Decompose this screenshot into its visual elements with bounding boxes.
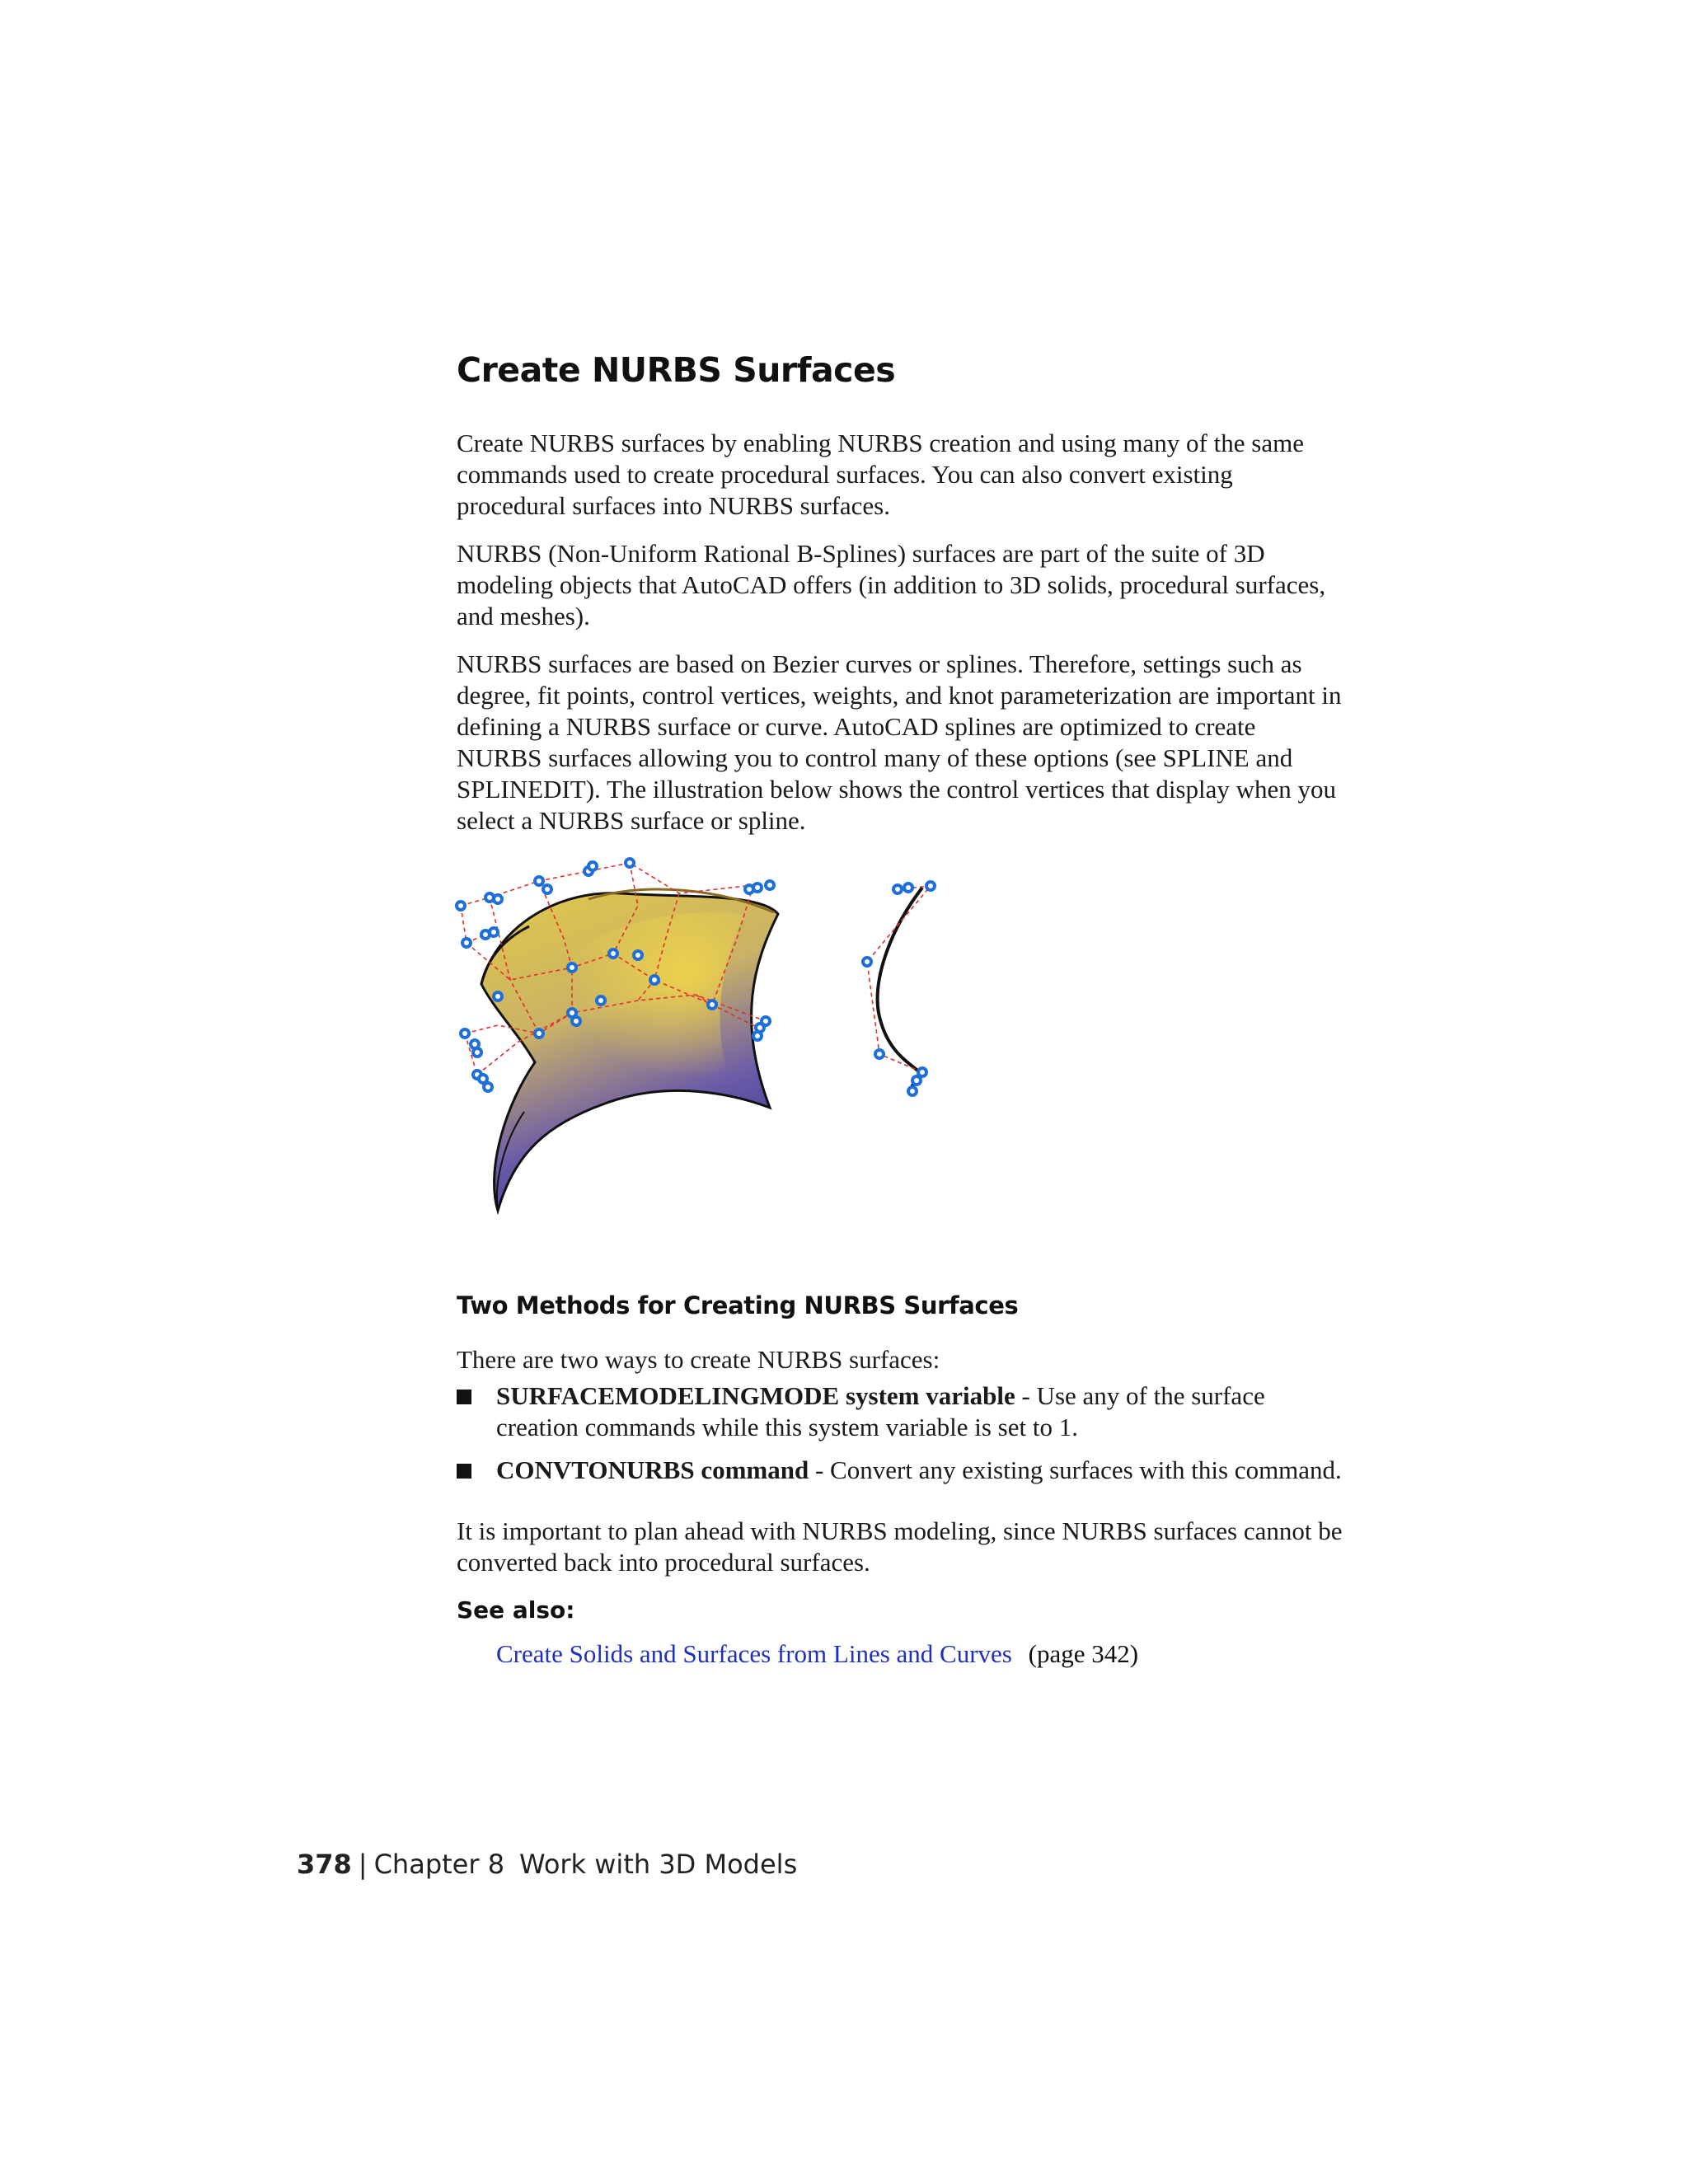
footer-chapter: Chapter 8 (373, 1849, 505, 1880)
list-item (457, 1380, 1347, 1443)
square-bullet-icon (457, 1390, 471, 1404)
page-title: Create NURBS Surfaces (457, 350, 896, 390)
paragraph-closing: It is important to plan ahead with NURBS modeling, since NURBS surfaces cannot be converted back into procedural surfaces. (457, 1516, 1343, 1577)
square-bullet-icon (457, 1464, 471, 1479)
footer-chapter-title: Work with 3D Models (519, 1849, 798, 1880)
method-description: - Convert any existing surfaces with this command. (809, 1455, 1342, 1484)
method-term: CONVTONURBS command (496, 1455, 809, 1484)
methods-list (457, 1380, 1347, 1486)
nurbs-surface (481, 889, 778, 1211)
list-item (457, 1455, 1347, 1486)
spline-control-vertices (863, 882, 935, 1095)
paragraph-nurbs-settings: NURBS surfaces are based on Bezier curves or splines. Therefore, settings such as degree, fit points, control vertices, weights, and knot parameterization are important in defining a NURBS surface or curve. AutoCAD splines are optimized to create NURBS surfaces allowing you to control many of these options (see SPLINE and SPLINEDIT). The illustration below shows the control vertices that display when you select a NURBS surface or spline. (457, 649, 1342, 835)
see-also-link[interactable]: Create Solids and Surfaces from Lines and Curves (496, 1639, 1012, 1668)
see-also-page-ref: (page 342) (1028, 1639, 1139, 1668)
methods-heading: Two Methods for Creating NURBS Surfaces (457, 1291, 1019, 1319)
see-also-label: See also: (457, 1596, 575, 1624)
page-number: 378 (297, 1849, 352, 1880)
method-description: - Use any of the surface creation commands while this system variable is set to 1. (496, 1381, 1265, 1441)
page-footer (297, 1849, 797, 1880)
main-content (457, 350, 1347, 1670)
see-also-entry (457, 1638, 1347, 1670)
paragraph-nurbs-definition: NURBS (Non-Uniform Rational B-Splines) surfaces are part of the suite of 3D modeling objects that AutoCAD offers (in addition to 3D solids, procedural surfaces, and meshes). (457, 539, 1326, 630)
footer-separator: | (358, 1849, 368, 1880)
paragraph-intro: Create NURBS surfaces by enabling NURBS creation and using many of the same commands used to create procedural surfaces. You can also convert existing procedural surfaces into NURBS surfaces. (457, 429, 1304, 520)
method-term: SURFACEMODELINGMODE system variable (496, 1381, 1015, 1410)
nurbs-illustration (448, 856, 1025, 1252)
methods-intro: There are two ways to create NURBS surfaces: (457, 1345, 940, 1374)
